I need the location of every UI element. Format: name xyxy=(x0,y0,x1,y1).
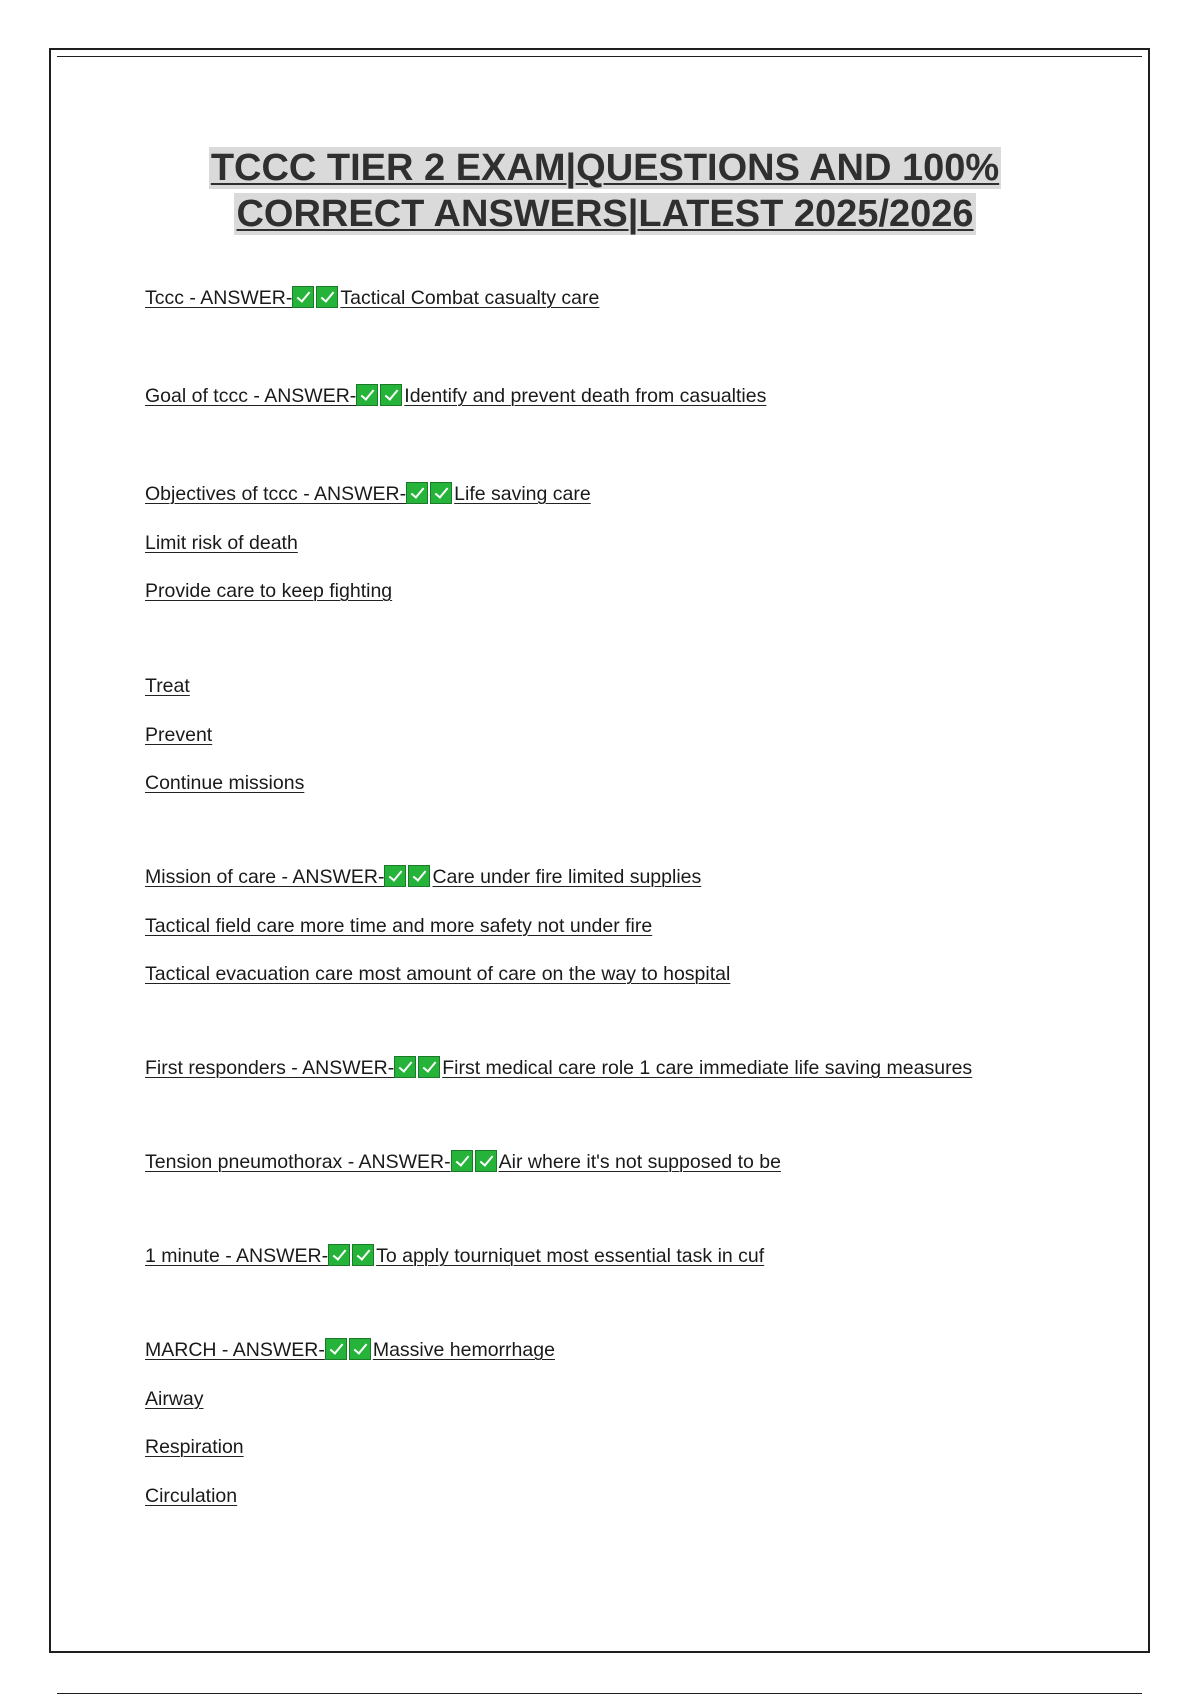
answer-continuation: Respiration xyxy=(145,1436,244,1458)
question-text: Mission of care - ANSWER- xyxy=(145,866,385,888)
answer-continuation: Provide care to keep fighting xyxy=(145,580,393,602)
check-mark-icon xyxy=(380,384,402,406)
question-text: Objectives of tccc - ANSWER- xyxy=(145,483,407,505)
answer-continuation: Tactical evacuation care most amount of care on the way to hospital xyxy=(145,963,731,985)
check-mark-icon xyxy=(408,865,430,887)
document-title xyxy=(150,145,1060,237)
answer-text: Care under fire limited supplies xyxy=(432,866,702,888)
question-text: Tccc - ANSWER- xyxy=(145,287,293,309)
answer-continuation: Airway xyxy=(145,1387,204,1410)
qa-item xyxy=(145,1338,1065,1362)
check-mark-icon xyxy=(451,1150,473,1172)
answer-continuation: Continue missions xyxy=(145,772,305,794)
page-top-rule xyxy=(57,56,1142,57)
question-text: MARCH - ANSWER- xyxy=(145,1339,325,1361)
qa-item xyxy=(145,482,1065,506)
check-mark-icon xyxy=(325,1338,347,1360)
answer-text: Identify and prevent death from casualties xyxy=(404,385,767,407)
check-mark-icon xyxy=(328,1244,350,1266)
check-mark-icon xyxy=(475,1150,497,1172)
answer-text: Air where it's not supposed to be xyxy=(498,1151,781,1173)
answer-text: To apply tourniquet most essential task in cuf xyxy=(376,1245,765,1267)
check-mark-icon xyxy=(418,1056,440,1078)
qa-item xyxy=(145,384,1065,408)
check-mark-icon xyxy=(292,286,314,308)
answer-continuation: Limit risk of death xyxy=(145,531,298,554)
question-answer-list xyxy=(145,286,1065,1508)
qa-item xyxy=(145,1150,1065,1174)
check-mark-icon xyxy=(406,482,428,504)
answer-text: Massive hemorrhage xyxy=(372,1339,555,1361)
check-mark-icon xyxy=(394,1056,416,1078)
qa-item xyxy=(145,286,1065,310)
check-mark-icon xyxy=(316,286,338,308)
check-mark-icon xyxy=(356,384,378,406)
check-mark-icon xyxy=(352,1244,374,1266)
answer-text: First medical care role 1 care immediate life saving measures xyxy=(442,1057,973,1079)
answer-continuation: Prevent xyxy=(145,723,213,746)
question-text: Tension pneumothorax - ANSWER- xyxy=(145,1151,451,1173)
answer-text: Tactical Combat casualty care xyxy=(340,287,600,309)
answer-text: Life saving care xyxy=(454,483,591,505)
next-page-top-rule xyxy=(57,1693,1142,1694)
qa-item xyxy=(145,865,1065,889)
question-text: 1 minute - ANSWER- xyxy=(145,1245,329,1267)
answer-continuation: Tactical field care more time and more safety not under fire xyxy=(145,914,653,937)
qa-item xyxy=(145,1244,1065,1268)
answer-continuation: Circulation xyxy=(145,1484,238,1507)
question-text: First responders - ANSWER- xyxy=(145,1057,395,1079)
check-mark-icon xyxy=(384,865,406,887)
title-line-1: TCCC TIER 2 EXAM|QUESTIONS AND 100% xyxy=(210,147,1000,189)
check-mark-icon xyxy=(349,1338,371,1360)
answer-continuation: Treat xyxy=(145,675,190,697)
question-text: Goal of tccc - ANSWER- xyxy=(145,385,357,407)
qa-item xyxy=(145,1056,1065,1080)
check-mark-icon xyxy=(430,482,452,504)
title-line-2: CORRECT ANSWERS|LATEST 2025/2026 xyxy=(236,193,974,235)
